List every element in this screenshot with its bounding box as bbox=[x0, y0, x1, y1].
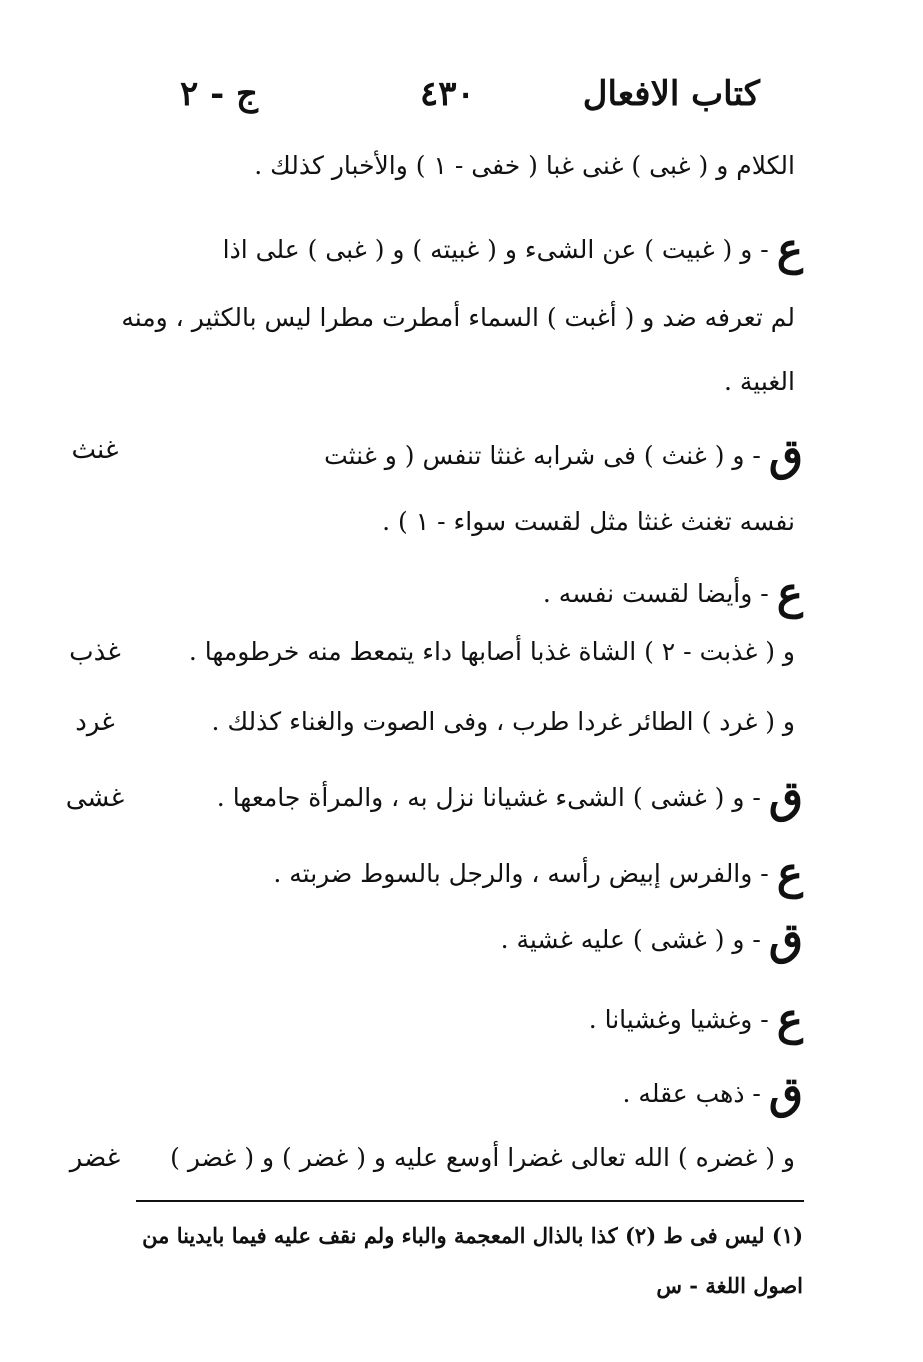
text-line bbox=[542, 568, 803, 619]
text-line bbox=[212, 702, 803, 742]
line-text: - و ( غنث ) فى شرابه غنثا تنفس ( و غنثت bbox=[324, 441, 761, 470]
line-text: - و ( غشى ) الشىء غشيانا نزل به ، والمرأة جامعها . bbox=[216, 783, 761, 812]
text-line bbox=[254, 146, 803, 186]
line-text: - ذهب عقله . bbox=[622, 1079, 761, 1108]
source-marker: ق bbox=[768, 1068, 803, 1119]
text-line bbox=[216, 772, 803, 823]
text-line bbox=[588, 994, 803, 1045]
book-title: كتاب الافعال bbox=[582, 74, 760, 114]
line-text: - وأيضا لقست نفسه . bbox=[542, 579, 769, 608]
source-marker: ع bbox=[776, 994, 803, 1045]
margin-headword: غرد bbox=[75, 707, 115, 737]
page-number: ٤٣٠ bbox=[420, 74, 475, 114]
line-text: نفسه تغنث غنثا مثل لقست سواء - ١ ) . bbox=[382, 507, 795, 536]
margin-headword: غذب bbox=[69, 637, 121, 667]
page-header bbox=[180, 74, 760, 124]
text-line bbox=[273, 848, 803, 899]
line-text: لم تعرفه ضد و ( أغبت ) السماء أمطرت مطرا ليس بالكثير ، ومنه bbox=[121, 303, 795, 332]
text-line bbox=[189, 632, 803, 672]
text-line bbox=[500, 914, 803, 965]
volume-label: ج - ٢ bbox=[180, 74, 258, 114]
line-text: و ( غذبت - ٢ ) الشاة غذبا أصابها داء يتمعط منه خرطومها . bbox=[188, 637, 795, 666]
text-line bbox=[222, 224, 803, 275]
line-text: - وغشيا وغشيانا . bbox=[588, 1005, 769, 1034]
line-text: - و ( غبيت ) عن الشىء و ( غبيته ) و ( غبى ) على اذا bbox=[222, 235, 769, 264]
text-line bbox=[382, 502, 803, 542]
source-marker: ع bbox=[776, 568, 803, 619]
text-line bbox=[324, 430, 803, 481]
line-text: - و ( غشى ) عليه غشية . bbox=[500, 925, 761, 954]
source-marker: ق bbox=[768, 772, 803, 823]
text-line bbox=[121, 298, 803, 338]
source-marker: ع bbox=[776, 224, 803, 275]
source-marker: ق bbox=[768, 430, 803, 481]
line-text: - والفرس إبيض رأسه ، والرجل بالسوط ضربته . bbox=[273, 859, 769, 888]
line-text: الغبية . bbox=[723, 367, 795, 396]
margin-headword: غشى bbox=[65, 783, 125, 813]
text-line bbox=[724, 362, 803, 402]
margin-headword: غنث bbox=[71, 435, 119, 465]
line-text: الكلام و ( غبى ) غنى غبا ( خفى - ١ ) والأخبار كذلك . bbox=[254, 151, 795, 180]
footnote-line: اصول اللغة - س bbox=[656, 1273, 803, 1298]
text-line bbox=[622, 1068, 803, 1119]
footnote-line: (١) ليس فى ط (٢) كذا بالذال المعجمة والباء ولم نقف عليه فيما بايدينا من bbox=[142, 1223, 803, 1248]
source-marker: ق bbox=[768, 914, 803, 965]
footnote-divider bbox=[136, 1200, 804, 1202]
margin-headword: غضر bbox=[69, 1143, 121, 1173]
text-line bbox=[170, 1138, 803, 1178]
line-text: و ( غرد ) الطائر غردا طرب ، وفى الصوت والغناء كذلك . bbox=[211, 707, 795, 736]
source-marker: ع bbox=[776, 848, 803, 899]
line-text: و ( غضره ) الله تعالى غضرا أوسع عليه و ( غضر ) و ( غضر ) bbox=[170, 1143, 795, 1172]
